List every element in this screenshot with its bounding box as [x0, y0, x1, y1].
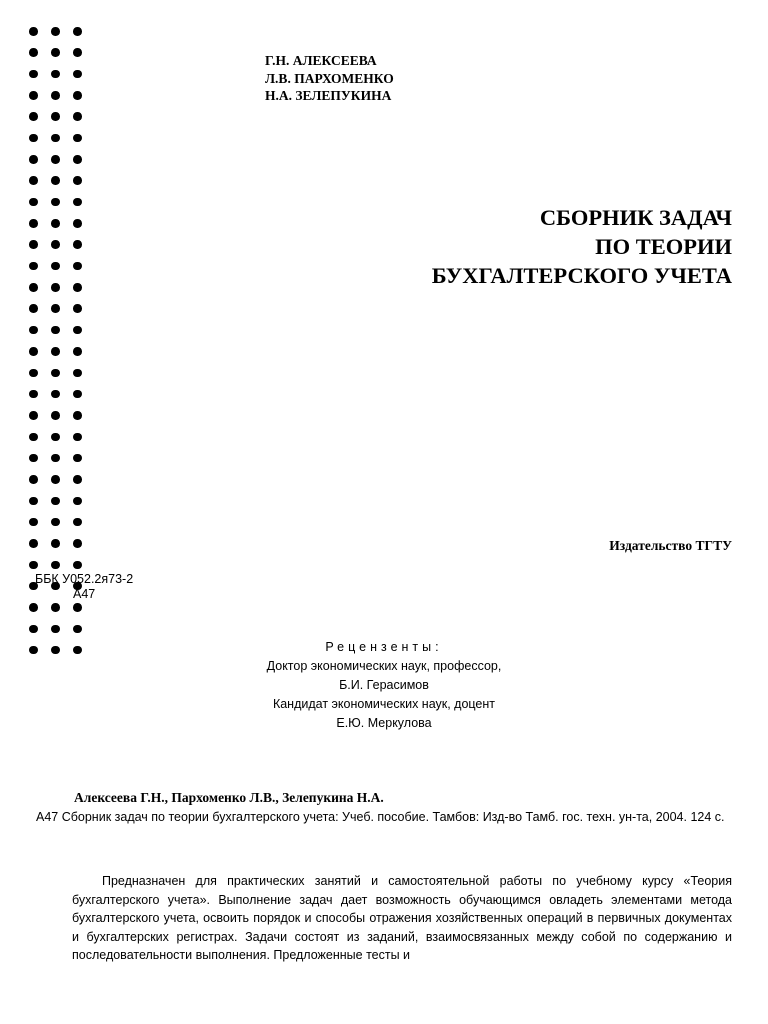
- dot: [51, 369, 60, 378]
- dot: [29, 561, 38, 570]
- citation-body: А47 Сборник задач по теории бухгалтерского учета: Учеб. пособие. Тамбов: Изд-во Тамб. гос. техн. ун-та, 2004. 124 с.: [36, 809, 725, 824]
- dot: [51, 603, 60, 612]
- reviewer-line: Б.И. Герасимов: [339, 678, 429, 692]
- author-sign-code: А47: [73, 587, 96, 601]
- dot: [51, 70, 60, 79]
- dot: [29, 497, 38, 506]
- publisher: Издательство ТГТУ: [609, 538, 732, 553]
- dot: [51, 134, 60, 143]
- dot: [73, 411, 82, 420]
- dot: [73, 112, 82, 121]
- dot: [51, 454, 60, 463]
- title-line: БУХГАЛТЕРСКОГО УЧЕТА: [431, 263, 732, 288]
- dot: [51, 283, 60, 292]
- dot: [51, 91, 60, 100]
- dot: [73, 198, 82, 207]
- dot: [51, 390, 60, 399]
- dot: [29, 198, 38, 207]
- dot: [73, 219, 82, 228]
- dot: [73, 70, 82, 79]
- dot: [51, 497, 60, 506]
- dot: [73, 155, 82, 164]
- book-title: [432, 203, 732, 290]
- dot: [51, 411, 60, 420]
- author-name: Г.Н. АЛЕКСЕЕВА: [265, 53, 377, 68]
- dot: [29, 91, 38, 100]
- decorative-dot-pattern: [29, 27, 84, 657]
- dot: [29, 475, 38, 484]
- dot: [73, 304, 82, 313]
- dot: [73, 134, 82, 143]
- dot: [51, 475, 60, 484]
- dot: [29, 390, 38, 399]
- dot: [29, 134, 38, 143]
- dot: [51, 198, 60, 207]
- dot: [29, 369, 38, 378]
- dot: [73, 283, 82, 292]
- dot: [29, 518, 38, 527]
- dot: [51, 304, 60, 313]
- dot: [51, 219, 60, 228]
- dot: [73, 48, 82, 57]
- dot: [29, 625, 38, 634]
- dot: [29, 433, 38, 442]
- dot: [29, 454, 38, 463]
- dot: [29, 539, 38, 548]
- dot: [73, 262, 82, 271]
- dot: [29, 155, 38, 164]
- reviewer-line: Доктор экономических наук, профессор,: [266, 659, 502, 673]
- dot: [73, 539, 82, 548]
- dot: [29, 27, 38, 36]
- dot: [73, 625, 82, 634]
- dot: [29, 326, 38, 335]
- dot: [29, 176, 38, 185]
- dot: [73, 91, 82, 100]
- bbk-code: ББК У052.2я73-2: [35, 572, 134, 586]
- dot: [73, 433, 82, 442]
- dot: [73, 369, 82, 378]
- title-line: СБОРНИК ЗАДАЧ: [539, 205, 732, 230]
- bbk-codes: [35, 572, 133, 602]
- dot: [73, 561, 82, 570]
- dot: [73, 518, 82, 527]
- dot: [51, 155, 60, 164]
- dot: [73, 603, 82, 612]
- bibliographic-citation: [36, 789, 732, 826]
- reviewer-line: Е.Ю. Меркулова: [336, 716, 432, 730]
- dot: [73, 27, 82, 36]
- dot: [73, 240, 82, 249]
- dot: [51, 240, 60, 249]
- dot: [29, 219, 38, 228]
- dot: [73, 497, 82, 506]
- dot: [51, 112, 60, 121]
- dot: [73, 454, 82, 463]
- dot: [51, 176, 60, 185]
- dot: [29, 262, 38, 271]
- dot: [51, 539, 60, 548]
- title-line: ПО ТЕОРИИ: [595, 234, 732, 259]
- author-name: Л.В. ПАРХОМЕНКО: [265, 70, 394, 86]
- dot: [73, 176, 82, 185]
- dot: [51, 561, 60, 570]
- reviewer-line: Кандидат экономических наук, доцент: [272, 697, 496, 711]
- dot: [29, 70, 38, 79]
- dot: [51, 326, 60, 335]
- dot: [73, 347, 82, 356]
- dot: [51, 625, 60, 634]
- dot: [73, 475, 82, 484]
- reviewers-heading: Рецензенты:: [325, 640, 443, 654]
- dot: [29, 347, 38, 356]
- dot: [29, 603, 38, 612]
- dot: [29, 112, 38, 121]
- dot: [73, 390, 82, 399]
- dot: [29, 411, 38, 420]
- dot: [51, 433, 60, 442]
- reviewers-block: [0, 638, 768, 733]
- dot: [51, 262, 60, 271]
- author-list: [265, 52, 394, 105]
- dot: [51, 27, 60, 36]
- dot: [29, 283, 38, 292]
- dot: [51, 48, 60, 57]
- dot: [73, 326, 82, 335]
- dot: [29, 48, 38, 57]
- citation-authors: Алексеева Г.Н., Пархоменко Л.В., Зелепукина Н.А.: [74, 790, 384, 805]
- dot: [29, 240, 38, 249]
- dot: [51, 347, 60, 356]
- abstract-paragraph: Предназначен для практических занятий и самостоятельной работы по учебному курсу «Теория бухгалтерского учета». Выполнение задач дает возможность обучающимся овладеть элементами метода бухгалтерского учета, освоить порядок и способы отражения хозяйственных операций в первичных документах и бухгалтерских регистрах. Задачи состоят из заданий, взаимосвязанных между собой по содержанию и последовательности выполнения. Предложенные тесты и: [72, 874, 732, 962]
- dot: [51, 518, 60, 527]
- dot: [29, 304, 38, 313]
- author-name: Н.А. ЗЕЛЕПУКИНА: [265, 88, 392, 103]
